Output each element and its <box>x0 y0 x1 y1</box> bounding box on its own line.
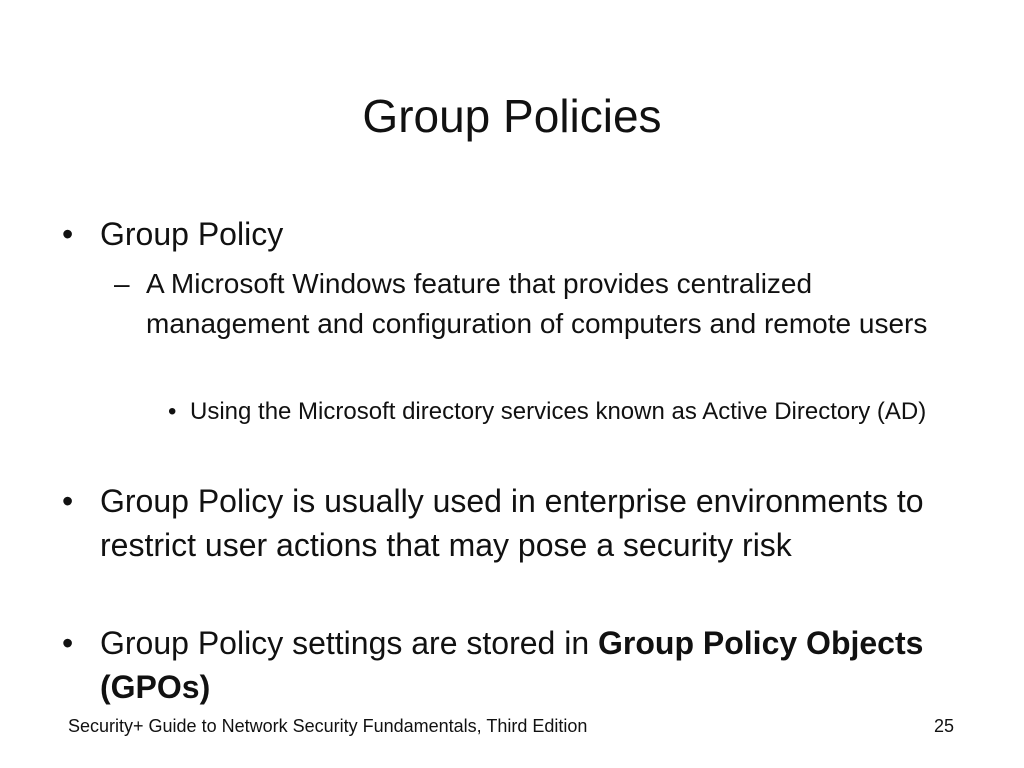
bullet-dot-icon: • <box>168 398 177 425</box>
bullet-group-policy <box>58 212 958 256</box>
slide-title: Group Policies <box>362 90 662 142</box>
subsubbullet-text: Using the Microsoft directory services known as Active Directory (AD) <box>190 398 927 425</box>
bullet-dot-icon: • <box>62 216 74 252</box>
footer-page-number: 25 <box>933 716 954 736</box>
subsubbullet-active-directory <box>168 393 968 431</box>
subbullet-definition <box>114 264 964 344</box>
bullet-gpo-storage <box>58 621 958 709</box>
footer-book-title: Security+ Guide to Network Security Fundamentals, Third Edition <box>68 716 588 736</box>
subbullet-text: A Microsoft Windows feature that provides centralized management and configuration of computers and remote users <box>146 268 928 339</box>
bullet-text: Group Policy is usually used in enterprise environments to restrict user actions that may pose a security risk <box>100 483 924 563</box>
bullet-text: Group Policy <box>100 216 284 252</box>
bullet-dot-icon: • <box>62 625 74 661</box>
bullet-text <box>100 621 958 709</box>
bullet-dot-icon: • <box>62 483 74 519</box>
dash-icon: – <box>114 268 130 299</box>
bullet-text-prefix: Group Policy settings are stored in <box>100 625 599 661</box>
bullet-enterprise-usage <box>58 479 958 567</box>
bullet-text-bold-gpo: Group Policy Objects (GPOs) <box>100 625 924 705</box>
